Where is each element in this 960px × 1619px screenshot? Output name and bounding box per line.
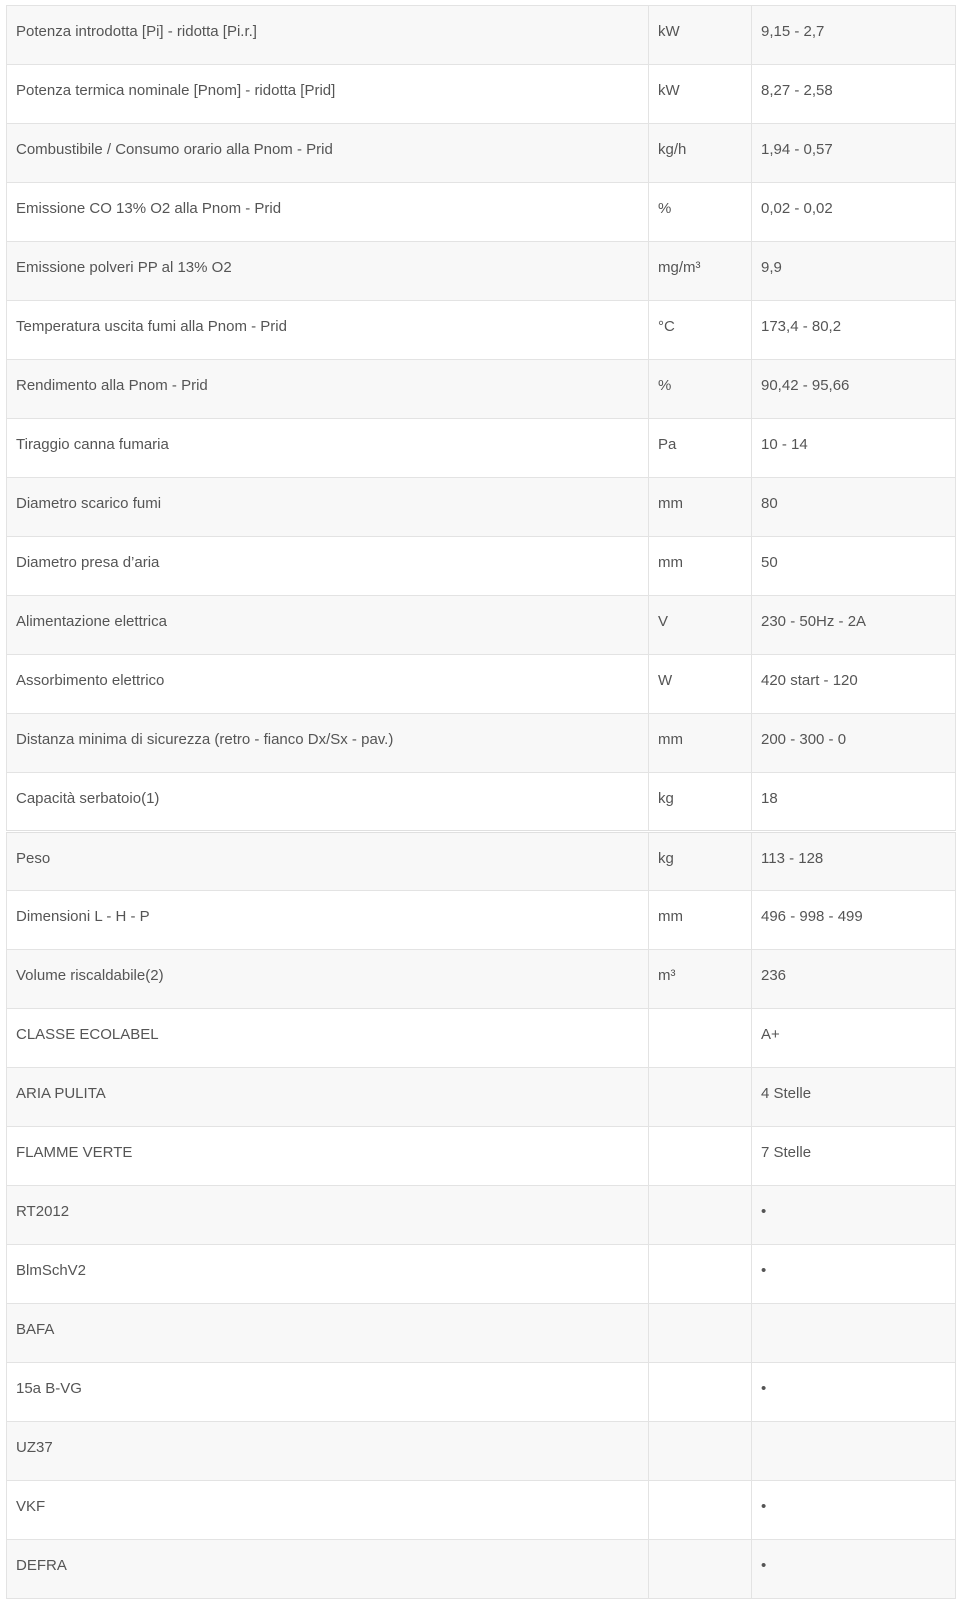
table-row bbox=[7, 1245, 956, 1304]
spec-value: 10 - 14 bbox=[752, 419, 956, 478]
spec-unit bbox=[649, 1068, 752, 1127]
spec-value: • bbox=[752, 1540, 956, 1599]
spec-label: Combustibile / Consumo orario alla Pnom - Prid bbox=[7, 124, 649, 183]
spec-unit: V bbox=[649, 596, 752, 655]
spec-value: 7 Stelle bbox=[752, 1127, 956, 1186]
spec-label: CLASSE ECOLABEL bbox=[7, 1009, 649, 1068]
spec-value: 90,42 - 95,66 bbox=[752, 360, 956, 419]
spec-unit: m³ bbox=[649, 950, 752, 1009]
spec-label: ARIA PULITA bbox=[7, 1068, 649, 1127]
spec-unit bbox=[649, 1186, 752, 1245]
spec-value: 200 - 300 - 0 bbox=[752, 714, 956, 773]
spec-unit bbox=[649, 1540, 752, 1599]
spec-value: 0,02 - 0,02 bbox=[752, 183, 956, 242]
spec-unit: mg/m³ bbox=[649, 242, 752, 301]
table-row bbox=[7, 714, 956, 773]
spec-unit: kg/h bbox=[649, 124, 752, 183]
spec-table bbox=[6, 5, 956, 1599]
spec-unit bbox=[649, 1422, 752, 1481]
spec-label: DEFRA bbox=[7, 1540, 649, 1599]
spec-value: 4 Stelle bbox=[752, 1068, 956, 1127]
table-row bbox=[7, 773, 956, 832]
table-row bbox=[7, 1127, 956, 1186]
spec-unit: mm bbox=[649, 891, 752, 950]
spec-label: RT2012 bbox=[7, 1186, 649, 1245]
spec-value: 1,94 - 0,57 bbox=[752, 124, 956, 183]
spec-unit bbox=[649, 1245, 752, 1304]
table-row bbox=[7, 65, 956, 124]
spec-value bbox=[752, 1422, 956, 1481]
table-row bbox=[7, 1009, 956, 1068]
spec-unit: W bbox=[649, 655, 752, 714]
spec-unit: % bbox=[649, 183, 752, 242]
spec-unit: °C bbox=[649, 301, 752, 360]
spec-label: Emissione polveri PP al 13% O2 bbox=[7, 242, 649, 301]
spec-label: Rendimento alla Pnom - Prid bbox=[7, 360, 649, 419]
table-row bbox=[7, 537, 956, 596]
table-row bbox=[7, 1422, 956, 1481]
spec-value: • bbox=[752, 1186, 956, 1245]
table-row bbox=[7, 1186, 956, 1245]
spec-label: 15a B-VG bbox=[7, 1363, 649, 1422]
table-row bbox=[7, 1481, 956, 1540]
table-row bbox=[7, 950, 956, 1009]
table-row bbox=[7, 360, 956, 419]
spec-unit: Pa bbox=[649, 419, 752, 478]
spec-value: • bbox=[752, 1245, 956, 1304]
spec-table-body bbox=[7, 6, 956, 1599]
table-row bbox=[7, 1304, 956, 1363]
spec-value bbox=[752, 1304, 956, 1363]
spec-value: A+ bbox=[752, 1009, 956, 1068]
spec-label: Diametro presa d’aria bbox=[7, 537, 649, 596]
spec-label: Tiraggio canna fumaria bbox=[7, 419, 649, 478]
table-row bbox=[7, 6, 956, 65]
spec-unit bbox=[649, 1304, 752, 1363]
spec-label: BlmSchV2 bbox=[7, 1245, 649, 1304]
spec-unit bbox=[649, 1127, 752, 1186]
spec-label: Capacità serbatoio(1) bbox=[7, 773, 649, 832]
spec-label: UZ37 bbox=[7, 1422, 649, 1481]
spec-label: Volume riscaldabile(2) bbox=[7, 950, 649, 1009]
spec-label: Alimentazione elettrica bbox=[7, 596, 649, 655]
spec-value: 50 bbox=[752, 537, 956, 596]
spec-value: 80 bbox=[752, 478, 956, 537]
spec-value: 236 bbox=[752, 950, 956, 1009]
spec-value: 113 - 128 bbox=[752, 832, 956, 891]
spec-label: Potenza termica nominale [Pnom] - ridotta [Prid] bbox=[7, 65, 649, 124]
table-row bbox=[7, 242, 956, 301]
spec-value: 9,15 - 2,7 bbox=[752, 6, 956, 65]
spec-value: • bbox=[752, 1363, 956, 1422]
spec-label: Temperatura uscita fumi alla Pnom - Prid bbox=[7, 301, 649, 360]
spec-unit: kg bbox=[649, 832, 752, 891]
table-row bbox=[7, 183, 956, 242]
spec-value: 420 start - 120 bbox=[752, 655, 956, 714]
table-row bbox=[7, 478, 956, 537]
spec-label: Emissione CO 13% O2 alla Pnom - Prid bbox=[7, 183, 649, 242]
spec-unit: % bbox=[649, 360, 752, 419]
table-row bbox=[7, 1068, 956, 1127]
spec-value: 230 - 50Hz - 2A bbox=[752, 596, 956, 655]
spec-label: Diametro scarico fumi bbox=[7, 478, 649, 537]
spec-unit: mm bbox=[649, 714, 752, 773]
spec-unit: kW bbox=[649, 65, 752, 124]
spec-label: Dimensioni L - H - P bbox=[7, 891, 649, 950]
spec-label: Peso bbox=[7, 832, 649, 891]
spec-unit bbox=[649, 1009, 752, 1068]
spec-label: FLAMME VERTE bbox=[7, 1127, 649, 1186]
table-row bbox=[7, 1363, 956, 1422]
table-row bbox=[7, 596, 956, 655]
spec-label: BAFA bbox=[7, 1304, 649, 1363]
spec-value: 18 bbox=[752, 773, 956, 832]
table-row bbox=[7, 891, 956, 950]
spec-value: 8,27 - 2,58 bbox=[752, 65, 956, 124]
spec-unit bbox=[649, 1363, 752, 1422]
table-row bbox=[7, 655, 956, 714]
spec-label: VKF bbox=[7, 1481, 649, 1540]
spec-value: 496 - 998 - 499 bbox=[752, 891, 956, 950]
spec-label: Assorbimento elettrico bbox=[7, 655, 649, 714]
spec-value: 9,9 bbox=[752, 242, 956, 301]
spec-unit: kg bbox=[649, 773, 752, 832]
spec-label: Potenza introdotta [Pi] - ridotta [Pi.r.] bbox=[7, 6, 649, 65]
spec-label: Distanza minima di sicurezza (retro - fianco Dx/Sx - pav.) bbox=[7, 714, 649, 773]
table-row bbox=[7, 419, 956, 478]
table-row bbox=[7, 832, 956, 891]
spec-value: • bbox=[752, 1481, 956, 1540]
spec-unit bbox=[649, 1481, 752, 1540]
table-row bbox=[7, 1540, 956, 1599]
spec-unit: mm bbox=[649, 478, 752, 537]
spec-unit: kW bbox=[649, 6, 752, 65]
spec-unit: mm bbox=[649, 537, 752, 596]
table-row bbox=[7, 124, 956, 183]
spec-value: 173,4 - 80,2 bbox=[752, 301, 956, 360]
table-row bbox=[7, 301, 956, 360]
